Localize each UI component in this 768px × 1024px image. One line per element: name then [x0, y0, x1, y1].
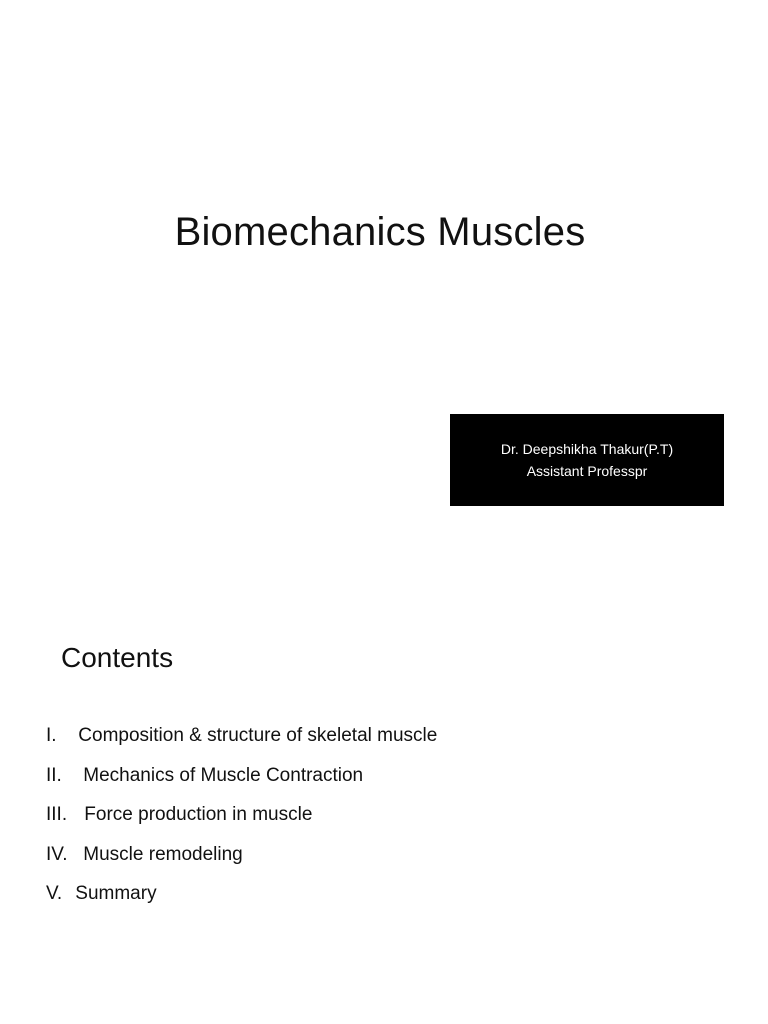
- contents-slide: [0, 560, 768, 1024]
- contents-item-number: V.: [46, 883, 63, 904]
- author-box: [450, 414, 724, 506]
- contents-item-text: Mechanics of Muscle Contraction: [83, 764, 364, 786]
- author-position: Assistant Professpr: [526, 463, 648, 479]
- contents-heading: Contents: [61, 642, 174, 673]
- contents-list: [46, 724, 437, 922]
- contents-item-number: II.: [46, 764, 62, 786]
- contents-item-number: I.: [46, 725, 57, 746]
- slide-title: Biomechanics Muscles: [174, 210, 586, 254]
- contents-item: [46, 843, 437, 883]
- contents-item: [46, 764, 437, 804]
- contents-item-text: Summary: [75, 883, 157, 904]
- author-name: Dr. Deepshikha Thakur(P.T): [500, 441, 674, 457]
- contents-item: [46, 882, 437, 922]
- contents-item-number: IV.: [46, 843, 68, 865]
- contents-item-text: Muscle remodeling: [83, 843, 243, 865]
- contents-item: [46, 724, 437, 764]
- contents-item-number: III.: [46, 804, 68, 825]
- contents-item: [46, 803, 437, 843]
- contents-item-text: Composition & structure of skeletal muscle: [78, 725, 438, 746]
- contents-item-text: Force production in muscle: [84, 804, 313, 825]
